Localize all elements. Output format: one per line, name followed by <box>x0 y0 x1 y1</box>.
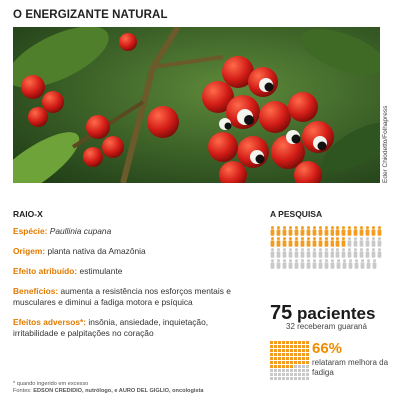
grid-cell <box>282 377 285 380</box>
person-icon <box>330 259 335 269</box>
person-icon <box>336 259 341 269</box>
person-icon <box>353 226 358 236</box>
person-icon <box>318 248 323 258</box>
grid-cell <box>302 353 305 356</box>
grid-cell <box>274 365 277 368</box>
grid-cell <box>302 341 305 344</box>
person-icon <box>371 248 376 258</box>
person-icon <box>312 226 317 236</box>
person-icon <box>347 237 352 247</box>
person-icon <box>341 248 346 258</box>
person-icon <box>276 259 281 269</box>
person-icon <box>359 226 364 236</box>
grid-cell <box>306 341 309 344</box>
person-icon <box>282 248 287 258</box>
grid-cell <box>294 377 297 380</box>
grid-cell <box>286 361 289 364</box>
grid-cell <box>278 365 281 368</box>
grid-cell <box>290 369 293 372</box>
grid-cell <box>278 377 281 380</box>
grid-cell <box>270 365 273 368</box>
grid-cell <box>282 349 285 352</box>
person-icon <box>372 259 377 269</box>
grid-cell <box>286 369 289 372</box>
grid-cell <box>294 349 297 352</box>
grid-cell <box>270 373 273 376</box>
grid-cell <box>274 361 277 364</box>
patients-pictogram <box>270 226 382 270</box>
grid-cell <box>286 357 289 360</box>
percent-value: 66% <box>312 340 343 357</box>
grid-cell <box>302 373 305 376</box>
person-icon <box>335 226 340 236</box>
person-icon <box>353 248 358 258</box>
person-icon <box>270 237 275 247</box>
grid-cell <box>294 345 297 348</box>
person-icon <box>318 259 323 269</box>
person-icon <box>282 237 287 247</box>
total-label: pacientes <box>296 304 376 323</box>
pictogram-row <box>270 259 382 269</box>
grid-cell <box>274 349 277 352</box>
person-icon <box>341 226 346 236</box>
guarana-photo <box>13 27 380 183</box>
raio-x-title: RAIO-X <box>13 209 43 219</box>
person-icon <box>377 237 382 247</box>
person-icon <box>312 259 317 269</box>
grid-cell <box>306 357 309 360</box>
person-icon <box>324 226 329 236</box>
grid-cell <box>270 369 273 372</box>
person-icon <box>282 259 287 269</box>
person-icon <box>276 248 281 258</box>
person-icon <box>330 237 335 247</box>
item-especie <box>13 226 253 237</box>
grid-cell <box>270 345 273 348</box>
percent-text: relataram melhora da fadiga <box>312 358 389 377</box>
grid-cell <box>274 357 277 360</box>
person-icon <box>335 237 340 247</box>
grid-cell <box>274 369 277 372</box>
person-icon <box>276 237 281 247</box>
grid-cell <box>286 341 289 344</box>
grid-cell <box>290 353 293 356</box>
grid-cell <box>270 377 273 380</box>
total-number: 75 <box>270 302 293 324</box>
grid-cell <box>306 369 309 372</box>
person-icon <box>300 248 305 258</box>
grid-cell <box>306 361 309 364</box>
person-icon <box>377 248 382 258</box>
grid-cell <box>294 369 297 372</box>
item-key: Efeito atribuído: <box>13 266 78 276</box>
grid-cell <box>286 377 289 380</box>
grid-cell <box>278 373 281 376</box>
person-icon <box>324 237 329 247</box>
person-icon <box>359 237 364 247</box>
grid-cell <box>286 365 289 368</box>
grid-cell <box>298 353 301 356</box>
person-icon <box>306 226 311 236</box>
person-icon <box>377 226 382 236</box>
sources-line <box>13 388 263 395</box>
grid-cell <box>298 361 301 364</box>
grid-cell <box>270 349 273 352</box>
grid-cell <box>306 373 309 376</box>
grid-cell <box>298 345 301 348</box>
headline: O ENERGIZANTE NATURAL <box>13 9 168 21</box>
pictogram-row <box>270 248 382 258</box>
item-value: estimulante <box>79 266 123 276</box>
item-key: Benefícios: <box>13 286 59 296</box>
grid-cell <box>290 341 293 344</box>
person-icon <box>300 259 305 269</box>
person-icon <box>342 259 347 269</box>
item-value: insônia, ansiedade, inquietação, irritabilidade e palpitações no coração <box>13 317 209 338</box>
person-icon <box>288 226 293 236</box>
grid-cell <box>282 373 285 376</box>
received-text: 32 receberam guaraná <box>286 322 367 331</box>
grid-cell <box>298 357 301 360</box>
person-icon <box>330 248 335 258</box>
grid-cell <box>278 369 281 372</box>
grid-cell <box>282 353 285 356</box>
item-key: Efeitos adversos*: <box>13 317 87 327</box>
improvement-grid <box>270 341 308 380</box>
grid-cell <box>290 373 293 376</box>
person-icon <box>324 248 329 258</box>
grid-cell <box>282 365 285 368</box>
sources-names: EDSON CREDIDIO, nutrólogo, e AURO DEL GIGLIO, oncologista <box>33 388 204 394</box>
grid-cell <box>282 361 285 364</box>
person-icon <box>288 259 293 269</box>
person-icon <box>306 237 311 247</box>
item-value: Paullinia cupana <box>49 226 112 236</box>
grid-cell <box>306 349 309 352</box>
photo-credit: Eder Chiodetto/Folhapress <box>382 105 389 183</box>
person-icon <box>276 226 281 236</box>
person-icon <box>270 248 275 258</box>
grid-cell <box>270 353 273 356</box>
grid-cell <box>306 377 309 380</box>
person-icon <box>330 226 335 236</box>
footnote-line: * quando ingerido em excesso <box>13 381 89 387</box>
person-icon <box>270 226 275 236</box>
grid-cell <box>306 353 309 356</box>
grid-cell <box>274 373 277 376</box>
person-icon <box>288 248 293 258</box>
grid-cell <box>274 353 277 356</box>
footnote <box>13 381 263 395</box>
item-key: Origem: <box>13 246 46 256</box>
item-efeitos-adversos <box>13 317 253 339</box>
person-icon <box>270 259 275 269</box>
person-icon <box>288 237 293 247</box>
grid-cell <box>302 349 305 352</box>
person-icon <box>282 226 287 236</box>
grid-cell <box>294 357 297 360</box>
grid-cell <box>282 369 285 372</box>
grid-cell <box>278 341 281 344</box>
person-icon <box>371 226 376 236</box>
person-icon <box>353 237 358 247</box>
grid-cell <box>290 345 293 348</box>
grid-cell <box>270 341 273 344</box>
grid-cell <box>282 341 285 344</box>
grid-cell <box>270 357 273 360</box>
person-icon <box>300 237 305 247</box>
person-icon <box>300 226 305 236</box>
grid-cell <box>278 361 281 364</box>
grid-cell <box>286 349 289 352</box>
grid-cell <box>282 357 285 360</box>
person-icon <box>312 248 317 258</box>
grid-cell <box>306 345 309 348</box>
grid-cell <box>302 369 305 372</box>
grid-cell <box>294 365 297 368</box>
person-icon <box>365 237 370 247</box>
person-icon <box>335 248 340 258</box>
person-icon <box>347 248 352 258</box>
person-icon <box>359 248 364 258</box>
grid-cell <box>290 349 293 352</box>
person-icon <box>294 259 299 269</box>
grid-cell <box>298 373 301 376</box>
grid-cell <box>290 377 293 380</box>
person-icon <box>348 259 353 269</box>
grid-cell <box>274 345 277 348</box>
person-icon <box>294 237 299 247</box>
grid-cell <box>286 345 289 348</box>
person-icon <box>312 237 317 247</box>
item-value: aumenta a resistência nos esforços mentais e musculares e diminui a fadiga motora e psíquica <box>13 286 231 307</box>
person-icon <box>318 226 323 236</box>
grid-cell <box>302 357 305 360</box>
person-icon <box>294 248 299 258</box>
grid-cell <box>278 345 281 348</box>
sources-prefix: Fontes: <box>13 388 34 394</box>
person-icon <box>341 237 346 247</box>
person-icon <box>306 248 311 258</box>
grid-cell <box>302 365 305 368</box>
person-icon <box>366 259 371 269</box>
grid-cell <box>290 357 293 360</box>
grid-cell <box>294 341 297 344</box>
grid-cell <box>294 353 297 356</box>
grid-cell <box>298 369 301 372</box>
grid-cell <box>274 377 277 380</box>
person-icon <box>318 237 323 247</box>
grid-cell <box>274 341 277 344</box>
person-icon <box>365 226 370 236</box>
person-icon <box>294 226 299 236</box>
person-icon <box>347 226 352 236</box>
person-icon <box>365 248 370 258</box>
person-icon <box>306 259 311 269</box>
grid-cell <box>306 365 309 368</box>
item-key: Espécie: <box>13 226 48 236</box>
grid-cell <box>290 365 293 368</box>
grid-cell <box>286 353 289 356</box>
pictogram-row <box>270 226 382 236</box>
grid-cell <box>294 361 297 364</box>
person-icon <box>324 259 329 269</box>
pesquisa-title: A PESQUISA <box>270 209 323 219</box>
item-origem <box>13 246 253 257</box>
grid-cell <box>298 349 301 352</box>
grid-cell <box>286 373 289 376</box>
grid-cell <box>298 365 301 368</box>
grid-cell <box>278 349 281 352</box>
item-beneficios <box>13 286 253 308</box>
grid-cell <box>298 377 301 380</box>
person-icon <box>360 259 365 269</box>
person-icon <box>354 259 359 269</box>
grid-cell <box>302 345 305 348</box>
grid-cell <box>298 341 301 344</box>
grid-cell <box>270 361 273 364</box>
grid-cell <box>278 353 281 356</box>
grid-cell <box>302 377 305 380</box>
raio-x-list <box>13 226 253 348</box>
grid-cell <box>294 373 297 376</box>
grid-cell <box>282 345 285 348</box>
pictogram-row <box>270 237 382 247</box>
person-icon <box>371 237 376 247</box>
grid-cell <box>302 361 305 364</box>
grid-cell <box>290 361 293 364</box>
item-efeito <box>13 266 253 277</box>
item-value: planta nativa da Amazônia <box>47 246 146 256</box>
grid-cell <box>278 357 281 360</box>
